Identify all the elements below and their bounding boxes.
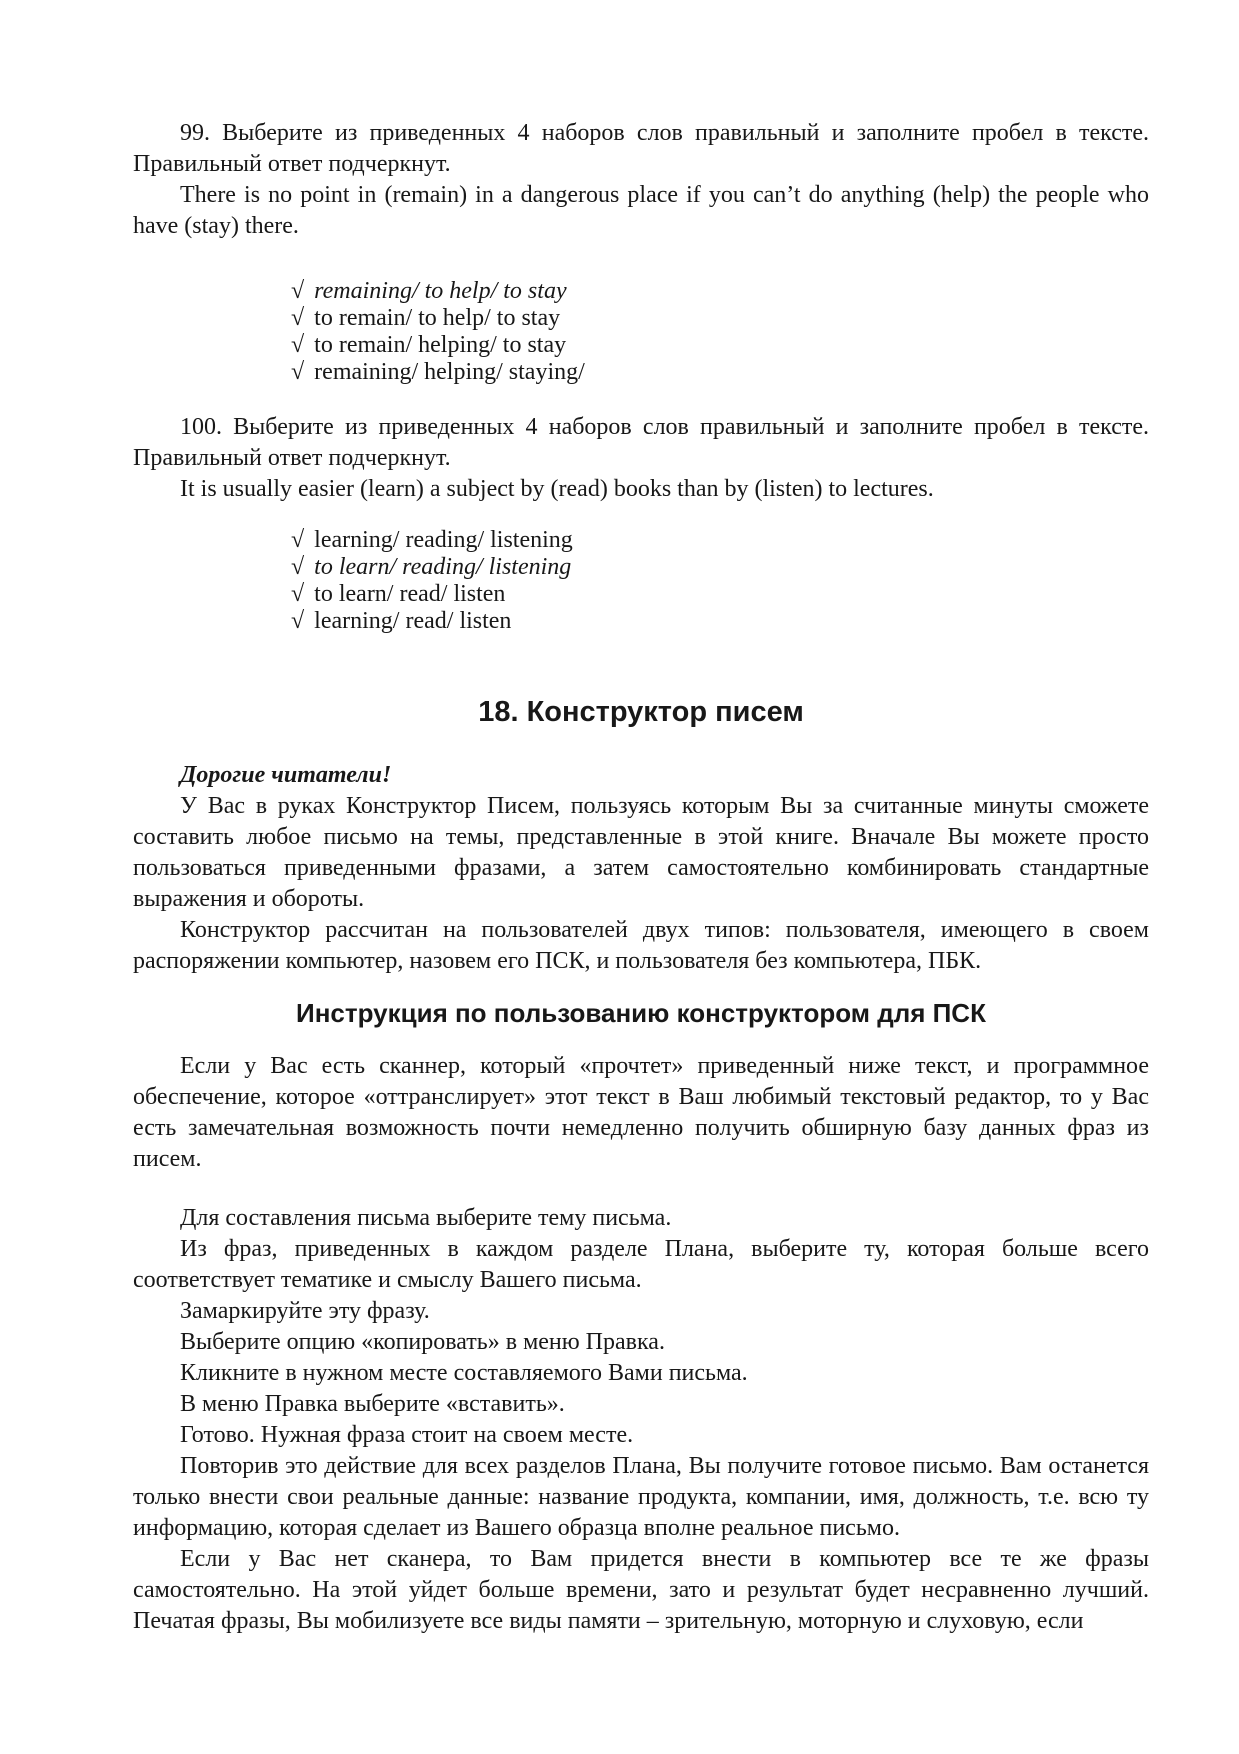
answer-option [291, 359, 1149, 386]
check-icon: √ [291, 332, 305, 358]
answer-option [291, 527, 1149, 554]
answer-option-text: learning/ reading/ listening [314, 527, 573, 553]
check-icon: √ [291, 581, 305, 607]
exercise-100-options [291, 527, 1149, 635]
exercise-100 [133, 412, 1149, 635]
answer-option-text: to learn/ reading/ listening [314, 554, 572, 580]
answer-option [291, 608, 1149, 635]
salutation: Дорогие читатели! [180, 762, 392, 788]
answer-option-text: remaining/ to help/ to stay [314, 278, 567, 304]
answer-option [291, 278, 1149, 305]
check-icon: √ [291, 608, 305, 634]
step-paragraph: Из фраз, приведенных в каждом разделе Плана, выберите ту, которая больше всего соответствует тематике и смыслу Вашего письма. [133, 1236, 1149, 1293]
exercise-99-instruction: 99. Выберите из приведенных 4 наборов слов правильный и заполните пробел в тексте. Правильный ответ подчеркнут. [133, 120, 1149, 177]
answer-option-text: learning/ read/ listen [314, 608, 512, 634]
check-icon: √ [291, 278, 305, 304]
answer-option [291, 554, 1149, 581]
instruction-steps [133, 1203, 1149, 1637]
exercise-99-sentence: There is no point in (remain) in a dangerous place if you can’t do anything (help) the people who have (stay) there. [133, 182, 1149, 239]
section-heading: 18. Конструктор писем [478, 696, 804, 728]
check-icon: √ [291, 554, 305, 580]
exercise-100-sentence: It is usually easier (learn) a subject by (read) books than by (listen) to lectures. [180, 476, 934, 502]
check-icon: √ [291, 359, 305, 385]
answer-option [291, 332, 1149, 359]
answer-option-text: remaining/ helping/ staying/ [314, 359, 585, 385]
section-letter-constructor [133, 695, 1149, 1637]
answer-option-text: to remain/ to help/ to stay [314, 305, 561, 331]
scanner-paragraph: Если у Вас есть сканнер, который «прочтет» приведенный ниже текст, и программное обеспечение, которое «оттранслирует» этот текст в Ваш любимый текстовый редактор, то у Вас есть замечательная возможность почти немедленно получить обширную базу данных фраз из писем. [133, 1053, 1149, 1172]
exercise-99-options [291, 278, 1149, 386]
step-paragraph: Кликните в нужном месте составляемого Вами письма. [180, 1360, 748, 1386]
exercise-100-instruction: 100. Выберите из приведенных 4 наборов слов правильный и заполните пробел в тексте. Правильный ответ подчеркнут. [133, 414, 1149, 471]
check-icon: √ [291, 305, 305, 331]
intro-paragraph-2: Конструктор рассчитан на пользователей двух типов: пользователя, имеющего в своем распоряжении компьютер, назовем его ПСК, и пользователя без компьютера, ПБК. [133, 917, 1149, 974]
step-paragraph: В меню Правка выберите «вставить». [180, 1391, 565, 1417]
step-paragraph: Выберите опцию «копировать» в меню Правка. [180, 1329, 665, 1355]
step-paragraph: Готово. Нужная фраза стоит на своем месте. [180, 1422, 634, 1448]
step-paragraph: Для составления письма выберите тему письма. [180, 1205, 672, 1231]
answer-option-text: to learn/ read/ listen [314, 581, 506, 607]
step-paragraph: Повторив это действие для всех разделов Плана, Вы получите готовое письмо. Вам останется только внести свои реальные данные: название продукта, компании, имя, должность, т.е. всю ту информацию, которая сделает из Вашего образца вполне реальное письмо. [133, 1453, 1149, 1541]
step-paragraph: Если у Вас нет сканера, то Вам придется внести в компьютер все те же фразы самостоятельно. На этой уйдет больше времени, зато и результат будет несравненно лучший. Печатая фразы, Вы мобилизуете все виды памяти – зрительную, моторную и слуховую, если [133, 1546, 1149, 1634]
intro-paragraph-1: У Вас в руках Конструктор Писем, пользуясь которым Вы за считанные минуты сможете составить любое письмо на темы, представленные в этой книге. Вначале Вы можете просто пользоваться приведенными фразами, а затем самостоятельно комбинировать стандартные выражения и обороты. [133, 793, 1149, 912]
answer-option [291, 305, 1149, 332]
sub-heading: Инструкция по пользованию конструктором для ПСК [296, 998, 986, 1028]
answer-option-text: to remain/ helping/ to stay [314, 332, 567, 358]
answer-option [291, 581, 1149, 608]
step-paragraph: Замаркируйте эту фразу. [180, 1298, 430, 1324]
exercise-99 [133, 118, 1149, 386]
check-icon: √ [291, 527, 305, 553]
